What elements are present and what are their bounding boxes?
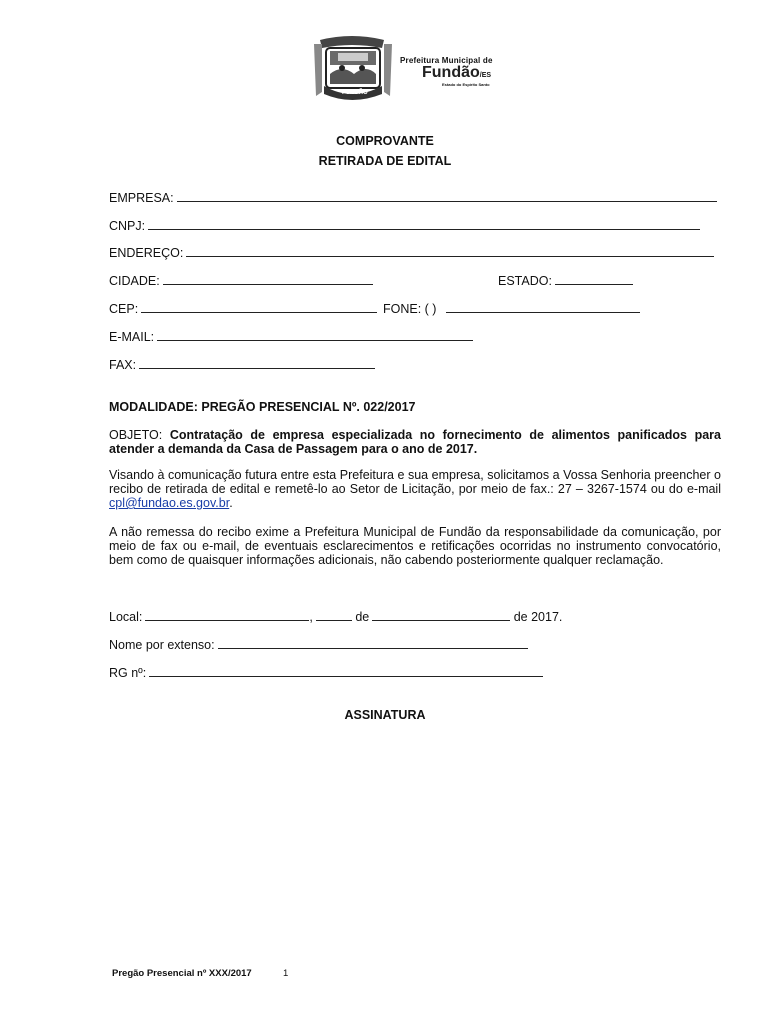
local-year: de 2017. <box>513 610 563 624</box>
logo-main <box>422 64 491 82</box>
signature-heading: ASSINATURA <box>344 708 426 722</box>
footer-text: Pregão Presencial nº XXX/2017 <box>112 968 252 979</box>
estado-label: ESTADO: <box>498 274 552 288</box>
fone-field[interactable] <box>383 301 640 316</box>
email-field[interactable] <box>109 329 473 344</box>
cnpj-field[interactable] <box>109 218 700 233</box>
nome-line <box>218 637 528 649</box>
page-number: 1 <box>283 968 289 979</box>
visando-paragraph <box>109 468 721 510</box>
email-line <box>157 329 473 341</box>
visando-end: . <box>229 496 233 510</box>
email-label: E-MAIL: <box>109 330 155 344</box>
cidade-field[interactable] <box>109 273 373 288</box>
estado-line <box>555 273 633 285</box>
nome-label: Nome por extenso: <box>109 638 215 652</box>
estado-field[interactable] <box>498 273 633 288</box>
fax-label: FAX: <box>109 358 137 372</box>
endereco-line <box>186 245 714 257</box>
municipality-logo <box>312 34 512 104</box>
fax-line <box>139 357 375 369</box>
nome-field[interactable] <box>109 637 528 652</box>
objeto-text: Contratação de empresa especializada no fornecimento de alimentos panificados para atender a demanda da Casa de Passagem para o ano de 2017. <box>109 428 722 456</box>
empresa-line <box>177 190 717 202</box>
local-field[interactable] <box>109 609 562 624</box>
modalidade-heading: MODALIDADE: PREGÃO PRESENCIAL Nº. 022/2017 <box>109 400 416 414</box>
visando-text: Visando à comunicação futura entre esta Prefeitura e sua empresa, solicitamos a Vossa Senhoria preencher o recibo de retirada de edital e remetê-lo ao Setor de Licitação, por meio de fax.: 27 – 3267-1574 ou do e-mail <box>109 468 721 496</box>
page-subtitle: RETIRADA DE EDITAL <box>318 154 452 168</box>
page-title: COMPROVANTE <box>336 134 434 148</box>
objeto-paragraph <box>109 428 721 456</box>
local-de: de <box>355 610 370 624</box>
cep-label: CEP: <box>109 302 139 316</box>
fone-label: FONE: ( ) <box>383 302 437 316</box>
empresa-field[interactable] <box>109 190 717 205</box>
logo-line-3: Estado do Espírito Santo <box>442 82 490 87</box>
local-label: Local: <box>109 610 143 624</box>
email-link[interactable]: cpl@fundao.es.gov.br <box>109 496 230 510</box>
endereco-field[interactable] <box>109 245 714 260</box>
cidade-line <box>163 273 373 285</box>
rg-field[interactable] <box>109 665 543 680</box>
local-line <box>145 609 309 621</box>
logo-line-1: Prefeitura Municipal de <box>400 56 493 65</box>
seal-text: FUNDÃO <box>342 90 368 96</box>
cidade-label: CIDADE: <box>109 274 160 288</box>
logo-line-2: Fundão <box>422 64 480 81</box>
cnpj-label: CNPJ: <box>109 219 146 233</box>
fone-line <box>446 301 640 313</box>
remessa-paragraph: A não remessa do recibo exime a Prefeitura Municipal de Fundão da responsabilidade da comunicação, por meio de fax ou e-mail, de eventuais esclarecimentos e retificações ocorridas no instrumento convocatório, bem como de quaisquer informações adicionais, não cabendo posteriormente qualquer reclamação. <box>109 525 721 567</box>
cep-field[interactable] <box>109 301 377 316</box>
fax-field[interactable] <box>109 357 375 372</box>
day-line <box>316 609 352 621</box>
logo-suffix: /ES <box>479 72 492 79</box>
empresa-label: EMPRESA: <box>109 191 174 205</box>
endereco-label: ENDEREÇO: <box>109 246 184 260</box>
cep-line <box>141 301 377 313</box>
objeto-label: OBJETO: <box>109 428 170 442</box>
local-comma: , <box>309 610 313 624</box>
cnpj-line <box>148 218 700 230</box>
rg-line <box>149 665 543 677</box>
month-line <box>372 609 510 621</box>
rg-label: RG nº: <box>109 666 147 680</box>
